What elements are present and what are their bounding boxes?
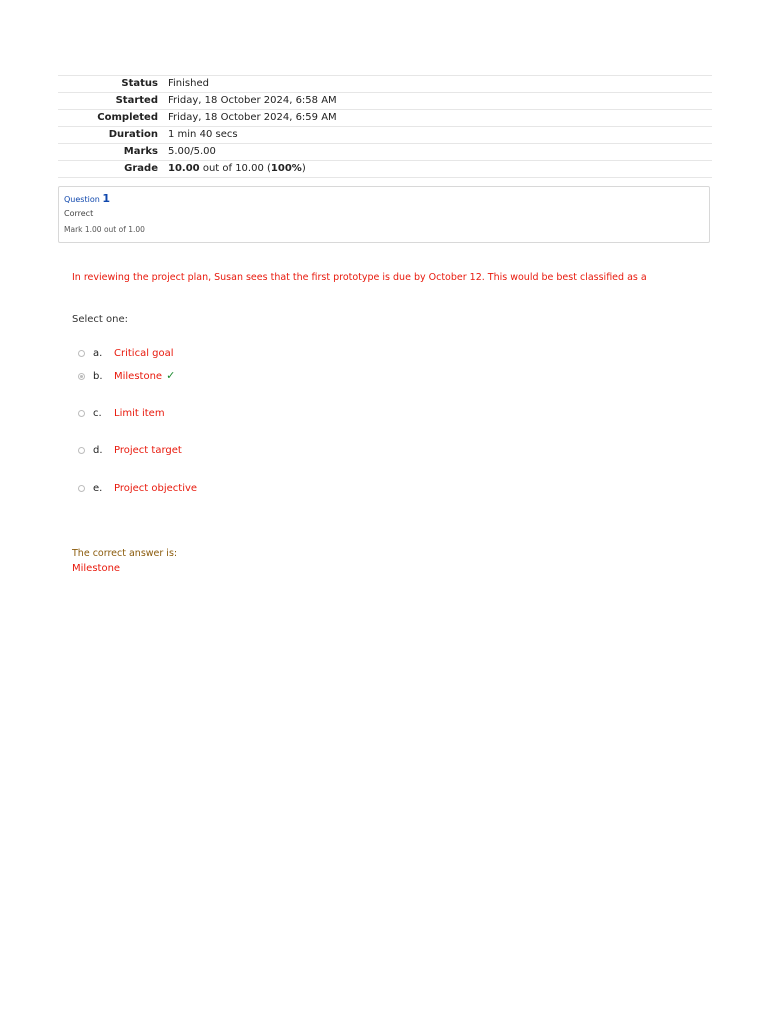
summary-label: Status: [121, 78, 158, 89]
question-number: [64, 193, 704, 206]
summary-row-completed: [58, 110, 712, 127]
question-state: Correct: [64, 209, 94, 218]
summary-label: Duration: [108, 129, 158, 140]
summary-label: Completed: [97, 112, 158, 123]
summary-label: Marks: [123, 146, 158, 157]
summary-value: Friday, 18 October 2024, 6:58 AM: [168, 95, 337, 106]
answer-label: Project objective: [114, 482, 198, 494]
radio-button[interactable]: [78, 447, 85, 454]
grade-middle: out of 10.00 (: [199, 163, 271, 174]
answer-letter: b.: [93, 370, 103, 382]
attempt-summary-table: [58, 75, 712, 178]
summary-value: Finished: [168, 78, 209, 89]
summary-row-grade: [58, 161, 712, 178]
grade-score: 10.00: [168, 163, 200, 174]
answer-option-b[interactable]: [78, 369, 175, 383]
answer-letter: d.: [93, 444, 103, 456]
radio-button[interactable]: [78, 485, 85, 492]
summary-value: 5.00/5.00: [168, 146, 216, 157]
summary-value: Friday, 18 October 2024, 6:59 AM: [168, 112, 337, 123]
grade-end: ): [301, 163, 306, 174]
summary-row-duration: [58, 127, 712, 144]
question-number-value: 1: [102, 192, 110, 205]
summary-row-status: [58, 76, 712, 93]
check-icon: ✓: [166, 369, 176, 382]
summary-row-started: [58, 93, 712, 110]
summary-label: Started: [115, 95, 158, 106]
question-text: In reviewing the project plan, Susan sees that the first prototype is due by October 12. This would be best classified as a: [72, 272, 647, 283]
correct-answer-label: The correct answer is:: [72, 548, 178, 559]
radio-button-selected[interactable]: [78, 373, 85, 380]
answer-label: Limit item: [114, 407, 165, 419]
summary-label: Grade: [124, 163, 158, 174]
correct-answer-value: Milestone: [72, 563, 121, 574]
answer-option-d[interactable]: [78, 443, 182, 457]
question-prefix: Question: [64, 195, 100, 204]
radio-button[interactable]: [78, 410, 85, 417]
answer-label: Critical goal: [114, 347, 174, 359]
select-one-prompt: Select one:: [72, 314, 129, 325]
answer-option-e[interactable]: [78, 481, 197, 495]
answer-label: Milestone: [114, 370, 163, 382]
answer-letter: a.: [93, 347, 103, 359]
radio-button[interactable]: [78, 350, 85, 357]
answer-option-a[interactable]: [78, 346, 174, 360]
answer-option-c[interactable]: [78, 406, 165, 420]
summary-row-marks: [58, 144, 712, 161]
summary-value: [164, 161, 712, 178]
grade-percent: 100%: [270, 163, 302, 174]
answer-letter: e.: [93, 482, 103, 494]
summary-value: 1 min 40 secs: [168, 129, 238, 140]
question-info-box: [58, 186, 710, 243]
answer-label: Project target: [114, 444, 182, 456]
question-grade: Mark 1.00 out of 1.00: [64, 225, 145, 234]
answer-letter: c.: [93, 407, 102, 419]
